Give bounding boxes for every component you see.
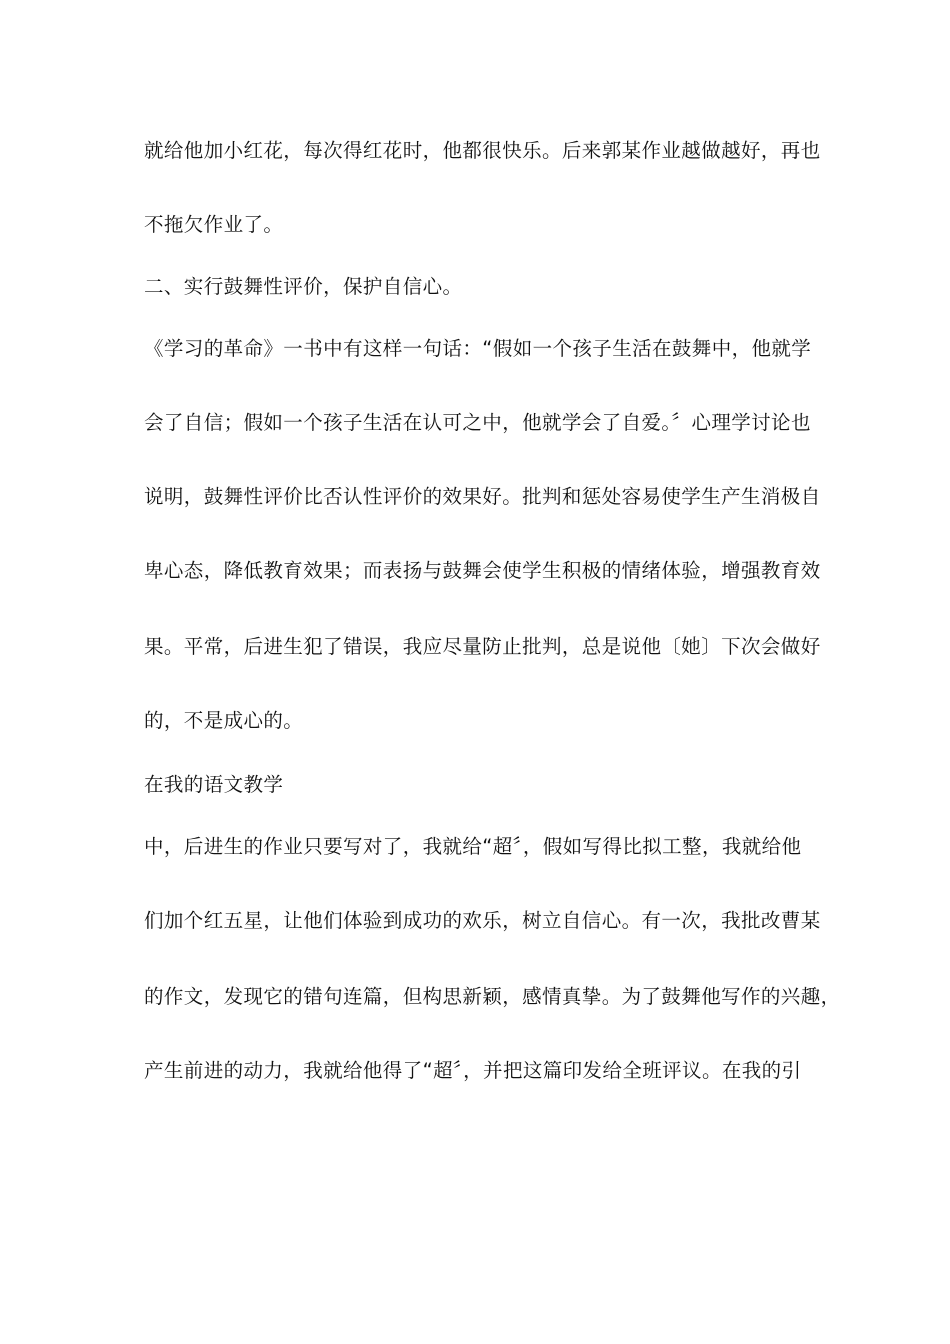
text-line: 不拖欠作业了。 [144, 213, 284, 236]
text-line: 就给他加小红花，每次得红花时，他都很快乐。后来郭某作业越做越好，再也 [144, 139, 821, 162]
section-heading: 二、实行鼓舞性评价，保护自信心。 [144, 275, 463, 298]
text-line: 说明，鼓舞性评价比否认性评价的效果好。批判和惩处容易使学生产生消极自 [144, 485, 821, 508]
text-line: 果。平常，后进生犯了错误，我应尽量防止批判，总是说他〔她〕下次会做好 [144, 635, 821, 658]
text-line: 中，后进生的作业只要写对了，我就给“超〞，假如写得比拟工整，我就给他 [144, 835, 802, 858]
text-line: 的，不是成心的。 [144, 709, 304, 732]
text-line: 产生前进的动力，我就给他得了“超〞，并把这篇印发给全班评议。在我的引 [144, 1059, 802, 1082]
text-line: 的作文，发现它的错句连篇，但构思新颖，感情真挚。为了鼓舞他写作的兴趣， [144, 985, 841, 1008]
text-line: 会了自信；假如一个孩子生活在认可之中，他就学会了自爱。〞心理学讨论也 [144, 411, 811, 434]
text-line: 们加个红五星，让他们体验到成功的欢乐，树立自信心。有一次，我批改曹某 [144, 909, 821, 932]
text-line: 《学习的革命》一书中有这样一句话：“假如一个孩子生活在鼓舞中，他就学 [144, 337, 812, 360]
text-line: 卑心态，降低教育效果；而表扬与鼓舞会使学生积极的情绪体验，增强教育效 [144, 559, 821, 582]
text-line: 在我的语文教学 [144, 773, 284, 796]
